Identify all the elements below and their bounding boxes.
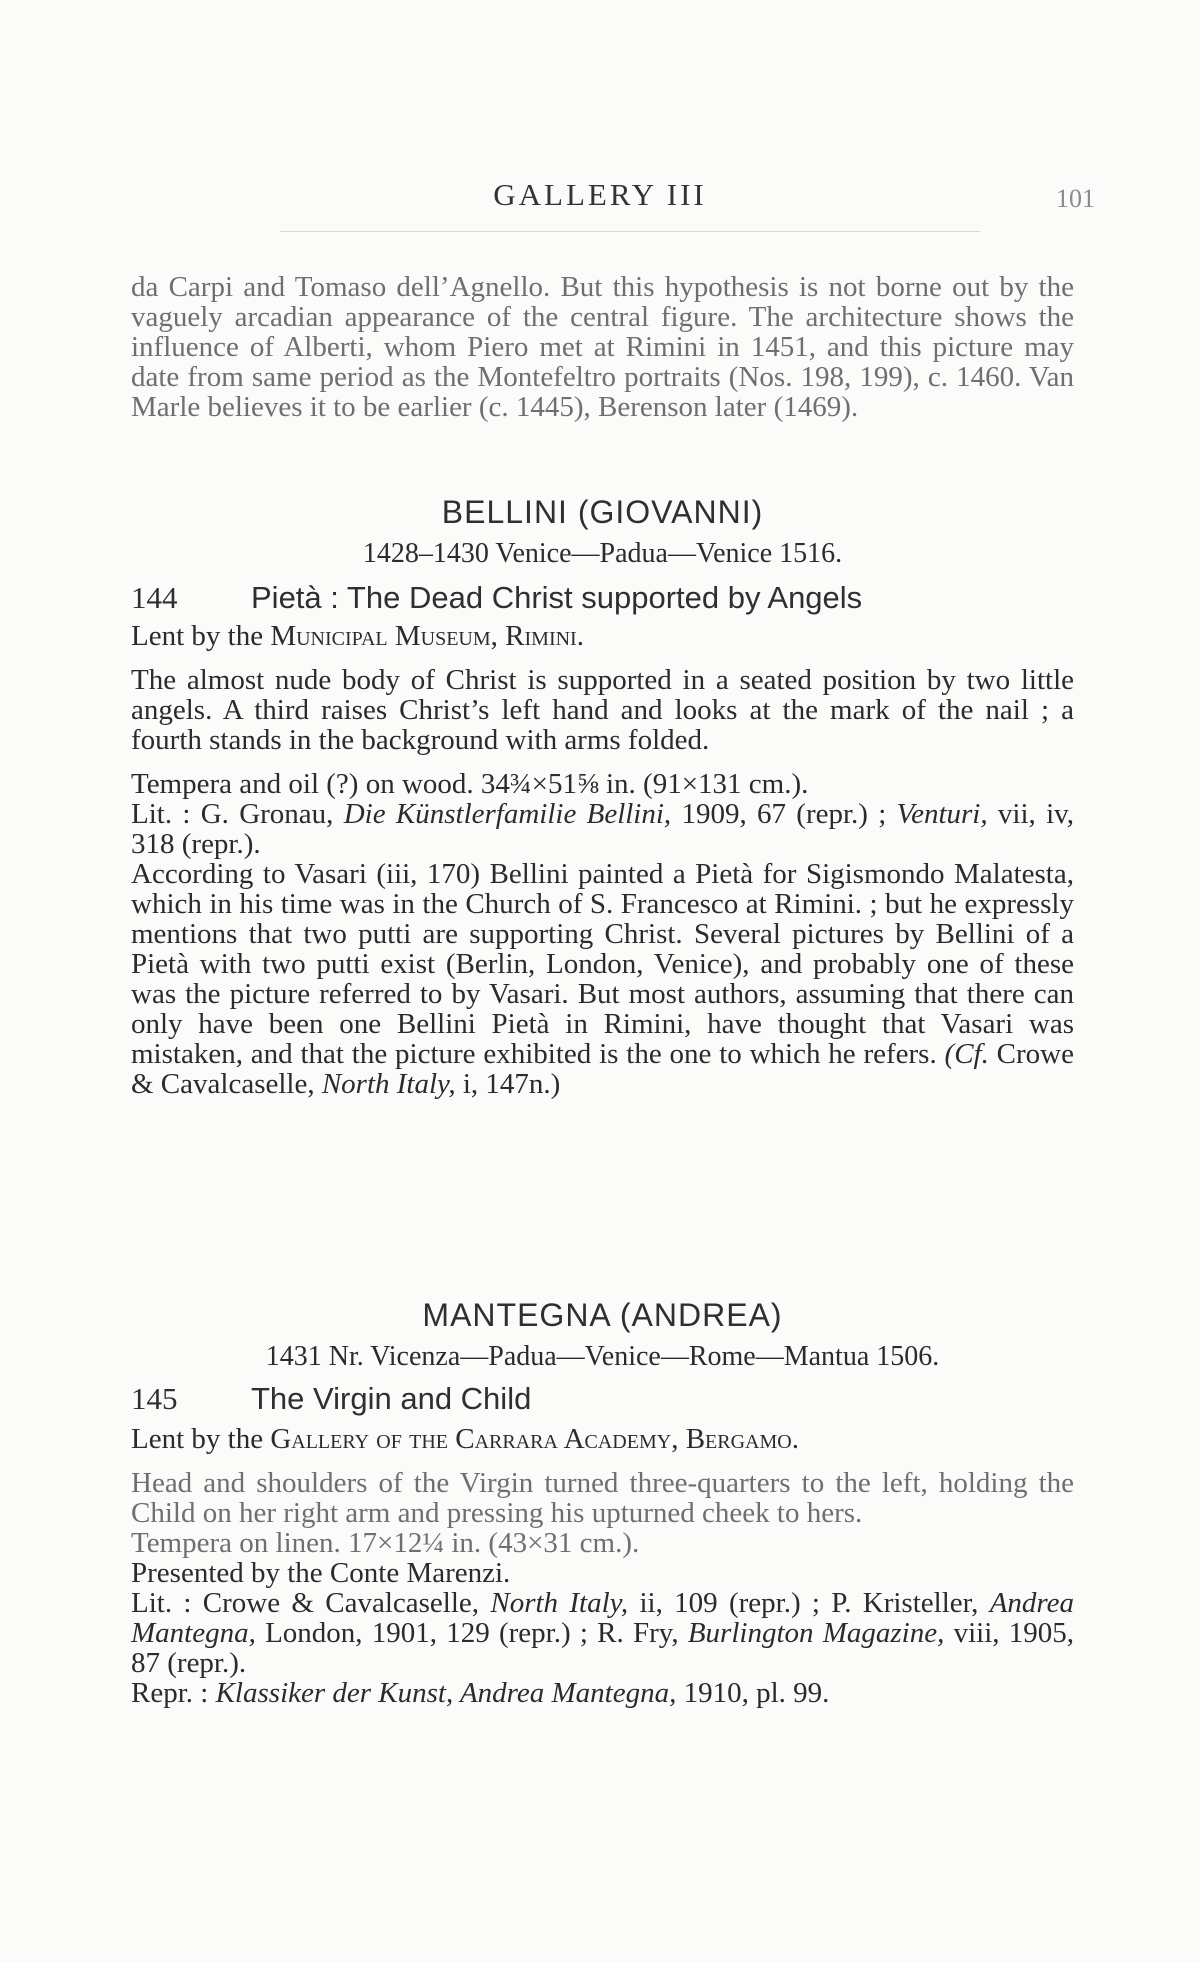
intro-text: da Carpi and Tomaso dell’Agnello. But this hypothesis is not borne out by the vaguely arcadian appearance of the central figure. The architecture shows the influence of Alberti, whom Piero met at Rimini in 1451, and this picture may date from same period as the Montefeltro portraits (Nos. 198, 199), c. 1460. Van Marle believes it to be earlier (c. 1445), Berenson later (1469).: [131, 271, 1074, 423]
entry-medium: Tempera on linen. 17×12¼ in. (43×31 cm.).: [131, 1527, 640, 1559]
lender-line: [131, 1424, 1074, 1454]
mantegna-section: [131, 1297, 1075, 1709]
lender-prefix: Lent by the: [131, 620, 271, 652]
catalogue-entry-145: [131, 1381, 1074, 1416]
lender-name: Gallery of the Carrara Academy, Bergamo.: [270, 1423, 799, 1455]
catalogue-entry-144: [131, 580, 1074, 615]
artist-dates-bellini: 1428–1430 Venice—Padua—Venice 1516.: [362, 538, 843, 569]
note-main: According to Vasari (iii, 170) Bellini painted a Pietà for Sigismondo Malatesta, which in his time was in the Church of S. Francesco at Rimini. ; but he expressly mentions that two putti are supporting Christ. Several pictures by Bellini of a Pietà with two putti exist (Berlin, London, Venice), and probably one of these was the picture referred to by Vasari. But most authors, assuming that there can only have been one Bellini Pietà in Rimini, have thought that Vasari was mistaken, and that the picture exhibited is the one to which he refers.: [131, 858, 1074, 1070]
lit-prefix: Lit. : Crowe & Cavalcaselle,: [131, 1587, 491, 1619]
lender-prefix: Lent by the: [131, 1423, 271, 1455]
entry-number: 144: [131, 580, 178, 615]
entry-literature: [131, 799, 1074, 859]
artist-dates-mantegna: 1431 Nr. Vicenza—Padua—Venice—Rome—Mantua 1506.: [265, 1341, 940, 1372]
lit-title: Die Künstlerfamilie Bellini,: [343, 798, 672, 830]
lit-title: Venturi,: [896, 798, 988, 830]
lit-mid: ii, 109 (repr.) ; P. Kristeller,: [628, 1587, 990, 1619]
entry-title: The Virgin and Child: [251, 1381, 532, 1416]
entry-number: 145: [131, 1381, 178, 1416]
entry-description: The almost nude body of Christ is supported in a seated position by two little angels. A third raises Christ’s left hand and looks at the mark of the nail ; a fourth stands in the background with arms folded.: [131, 664, 1074, 756]
artist-heading-mantegna: MANTEGNA (ANDREA): [422, 1297, 783, 1333]
note-title: North Italy,: [321, 1068, 456, 1100]
entry-literature: [131, 1588, 1074, 1678]
entry-title: Pietà : The Dead Christ supported by Angels: [251, 580, 863, 615]
lender-name: Municipal Museum, Rimini.: [270, 620, 584, 652]
repr-end: 1910, pl. 99.: [676, 1677, 830, 1709]
note-crowe: Crowe & Cavalcaselle,: [131, 1038, 1074, 1100]
running-header: GALLERY III: [493, 177, 707, 212]
note-cf: (Cf.: [944, 1038, 989, 1070]
intro-paragraph: [131, 272, 1074, 422]
entry-description: Head and shoulders of the Virgin turned three-quarters to the left, holding the Child on her right arm and pressing his upturned cheek to hers.: [131, 1467, 1074, 1529]
entry-medium: Tempera and oil (?) on wood. 34¾×51⅝ in. (91×131 cm.).: [131, 768, 809, 800]
lit-title: North Italy,: [490, 1587, 629, 1619]
entry-provenance: Presented by the Conte Marenzi.: [131, 1557, 511, 1589]
entry-reproduction: [131, 1678, 1074, 1708]
entry-note: [131, 859, 1074, 1099]
bellini-section: [131, 494, 1074, 1100]
lit-title: Burlington Magazine,: [687, 1617, 945, 1649]
lit-mid: 1909, 67 (repr.) ;: [671, 798, 897, 830]
repr-prefix: Repr. :: [131, 1677, 216, 1709]
lit-end: vii, iv, 318 (repr.).: [131, 798, 1074, 860]
lit-prefix: Lit. : G. Gronau,: [131, 798, 344, 830]
lit-end: viii, 1905, 87 (repr.).: [131, 1617, 1075, 1679]
lit-mid: London, 1901, 129 (repr.) ; R. Fry,: [255, 1617, 688, 1649]
artist-heading-bellini: BELLINI (GIOVANNI): [441, 494, 764, 530]
header-rule: [280, 231, 980, 232]
repr-title: Klassiker der Kunst, Andrea Mantegna,: [215, 1677, 677, 1709]
note-end: i, 147n.): [455, 1068, 561, 1100]
page-number: 101: [1056, 184, 1095, 213]
lit-title: Andrea Mantegna,: [131, 1587, 1074, 1649]
lender-line: [131, 621, 1074, 651]
